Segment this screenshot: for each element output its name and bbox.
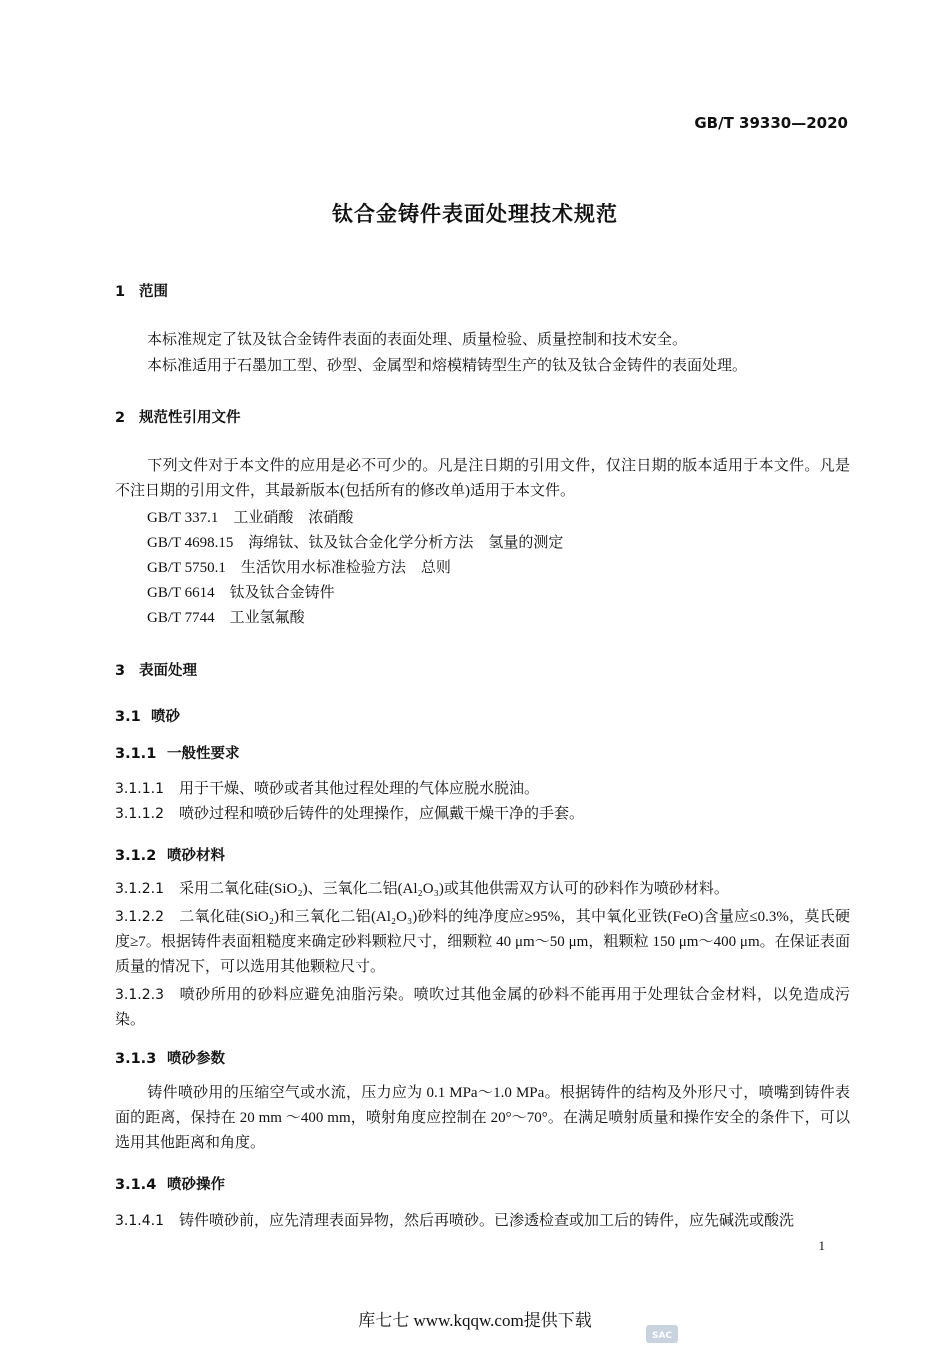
section-title: 喷砂操作 <box>167 1177 225 1193</box>
section-title: 喷砂 <box>151 709 180 725</box>
clause-3-1-2-3 <box>115 983 850 1033</box>
footer-download-text[interactable]: 库七七 www.kqqw.com提供下载 <box>358 1311 592 1330</box>
section-title: 喷砂材料 <box>167 848 225 864</box>
section-3-heading <box>115 659 197 680</box>
clause-text: 采用二氧化硅(SiO₂)、三氧化二铝(Al₂O₃)或其他供需双方认可的砂料作为喷砂材料。 <box>179 881 729 897</box>
section-title: 一般性要求 <box>167 746 240 762</box>
reference-item: GB/T 6614 钛及钛合金铸件 <box>147 585 335 601</box>
clause-text: 用于干燥、喷砂或者其他过程处理的气体应脱水脱油。 <box>179 781 540 797</box>
clause-3-1-1-1 <box>115 776 539 802</box>
section-number: 3 <box>115 663 126 679</box>
clause-text: 喷砂过程和喷砂后铸件的处理操作，应佩戴干燥干净的手套。 <box>179 806 585 822</box>
reference-item: GB/T 337.1 工业硝酸 浓硝酸 <box>147 510 354 526</box>
section-number: 3.1.3 <box>115 1051 157 1067</box>
clause-3-1-2-1 <box>115 877 850 902</box>
clause-number: 3.1.1.1 <box>115 781 164 797</box>
clause-number: 3.1.2.2 <box>115 909 164 925</box>
section-title: 表面处理 <box>139 663 197 679</box>
section-title: 喷砂参数 <box>167 1051 225 1067</box>
section-number: 3.1.4 <box>115 1177 157 1193</box>
section-number: 1 <box>115 284 126 300</box>
paragraph-text: 铸件喷砂用的压缩空气或水流，压力应为 0.1 MPa～1.0 MPa。根据铸件的结构及外形尺寸，喷嘴到铸件表面的距离，保持在 20 mm ～400 mm，喷射角度应控制在 20°～70°。在满足喷射质量和操作安全的条件下，可以选用其他距离和角度。 <box>115 1085 850 1151</box>
section-number: 2 <box>115 410 126 426</box>
reference-item: GB/T 4698.15 海绵钛、钛及钛合金化学分析方法 氢量的测定 <box>147 535 564 551</box>
clause-number: 3.1.2.1 <box>115 881 164 897</box>
clause-3-1-1-2 <box>115 801 584 827</box>
reference-item: GB/T 5750.1 生活饮用水标准检验方法 总则 <box>147 560 451 576</box>
sac-logo <box>646 1323 678 1348</box>
subsection-3-1-heading <box>115 705 180 726</box>
paragraph <box>115 454 850 504</box>
clause-number: 3.1.4.1 <box>115 1213 164 1229</box>
clause-number: 3.1.2.3 <box>115 987 164 1003</box>
subsection-3-1-2-heading <box>115 844 225 865</box>
document-title: 钛合金铸件表面处理技术规范 <box>332 202 618 226</box>
sac-logo-icon <box>646 1323 678 1343</box>
page-number: 1 <box>818 1238 825 1253</box>
section-number: 3.1.1 <box>115 746 157 762</box>
clause-text: 二氧化硅(SiO₂)和三氧化二铝(Al₂O₃)砂料的纯净度应≥95%，其中氧化亚铁(FeO)含量应≤0.3%，莫氏硬度≥7。根据铸件表面粗糙度来确定砂料颗粒尺寸，细颗粒 40 μm～50 μm，粗颗粒 150 μm～400 μm。在保证表面质量的情况下，可以选用其他颗粒尺寸。 <box>115 909 850 975</box>
section-title: 范围 <box>139 284 168 300</box>
section-2-heading <box>115 406 241 427</box>
subsection-3-1-3-heading <box>115 1047 225 1068</box>
section-number: 3.1.2 <box>115 848 157 864</box>
paragraph: 本标准适用于石墨加工型、砂型、金属型和熔模精铸型生产的钛及钛合金铸件的表面处理。 <box>147 358 748 374</box>
reference-item: GB/T 7744 工业氢氟酸 <box>147 610 305 626</box>
clause-text: 喷砂所用的砂料应避免油脂污染。喷吹过其他金属的砂料不能再用于处理钛合金材料，以免造成污染。 <box>115 987 850 1028</box>
subsection-3-1-4-heading <box>115 1173 225 1194</box>
standard-code: GB/T 39330—2020 <box>694 114 848 132</box>
clause-text: 铸件喷砂前，应先清理表面异物，然后再喷砂。已渗透检查或加工后的铸件，应先碱洗或酸洗 <box>179 1213 795 1229</box>
section-title: 规范性引用文件 <box>139 410 241 426</box>
logo-text: SAC <box>651 1331 673 1341</box>
clause-3-1-4-1 <box>115 1208 794 1234</box>
section-1-heading <box>115 280 168 301</box>
section-number: 3.1 <box>115 709 141 725</box>
paragraph: 本标准规定了钛及钛合金铸件表面的表面处理、质量检验、质量控制和技术安全。 <box>147 332 688 348</box>
clause-number: 3.1.1.2 <box>115 806 164 822</box>
paragraph-text: 下列文件对于本文件的应用是必不可少的。凡是注日期的引用文件，仅注日期的版本适用于本文件。凡是不注日期的引用文件，其最新版本(包括所有的修改单)适用于本文件。 <box>115 458 850 499</box>
subsection-3-1-1-heading <box>115 742 240 763</box>
paragraph <box>115 1081 850 1156</box>
clause-3-1-2-2 <box>115 905 850 980</box>
